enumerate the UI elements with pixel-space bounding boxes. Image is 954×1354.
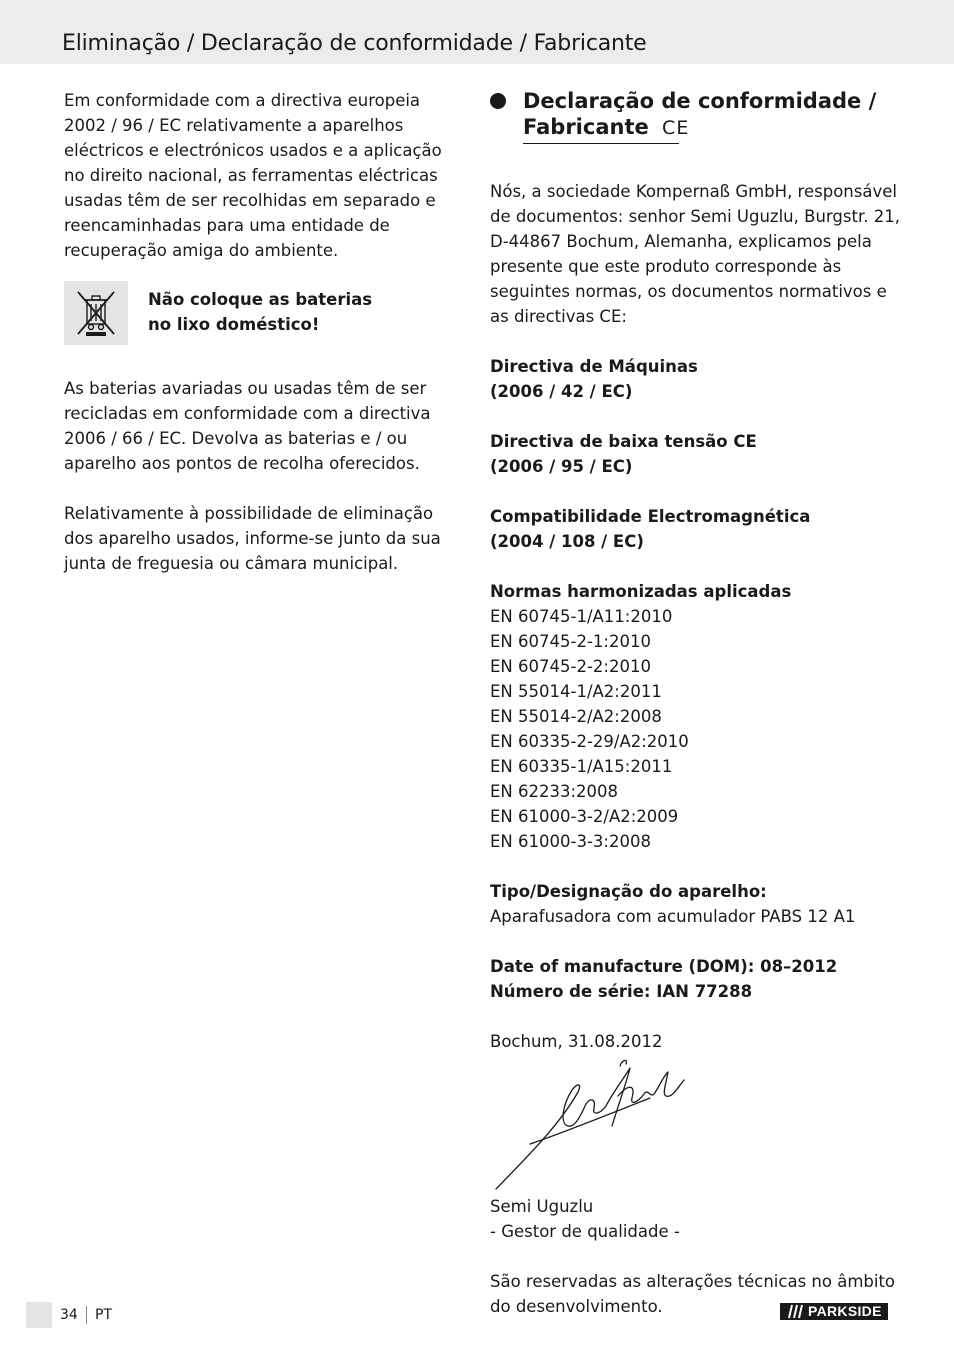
section-title-line-1: Declaração de conformidade /: [523, 89, 877, 113]
standard-item: EN 55014-1/A2:2011: [490, 682, 662, 701]
section-title: [523, 88, 900, 141]
place-date: Bochum, 31.08.2012: [490, 1032, 663, 1051]
battery-warning: [64, 281, 464, 345]
standard-item: EN 60745-2-1:2010: [490, 632, 651, 651]
footer-marker: [26, 1302, 52, 1328]
batteries-paragraph: As baterias avariadas ou usadas têm de ser recicladas em conformidade com a directiva 2006 / 66 / EC. Devolva as baterias e / ou aparelho aos pontos de recolha oferecidos.: [64, 379, 431, 473]
machinery-directive: [490, 354, 900, 404]
machinery-directive-code: (2006 / 42 / EC): [490, 382, 633, 401]
device-type-value: Aparafusadora com acumulador PABS 12 A1: [490, 907, 856, 926]
machinery-directive-name: Directiva de Máquinas: [490, 357, 698, 376]
serial-number: Número de série: IAN 77288: [490, 982, 753, 1001]
battery-warning-line-2: no lixo doméstico!: [148, 315, 320, 334]
signature: [490, 1054, 690, 1194]
title-underline: [523, 143, 679, 144]
standard-item: EN 60335-1/A15:2011: [490, 757, 673, 776]
page-header: [0, 0, 954, 64]
left-column: [64, 88, 464, 576]
emc-directive-name: Compatibilidade Electromagnética: [490, 507, 811, 526]
disposal-paragraph: Relativamente à possibilidade de eliminação dos aparelho usados, informe-se junto da sua junta de freguesia ou câmara municipal.: [64, 504, 441, 573]
page-number: 34: [60, 1307, 78, 1323]
declaration-paragraph: Nós, a sociedade Kompernaß GmbH, responsável de documentos: senhor Semi Uguzlu, Burgstr. 21, D-44867 Bochum, Alemanha, explicamos pela presente que este produto corresponde às seguintes normas, os documentos normativos e as directivas CE:: [490, 182, 900, 326]
standard-item: EN 60745-1/A11:2010: [490, 607, 673, 626]
signer-role: - Gestor de qualidade -: [490, 1222, 680, 1241]
crossed-out-bin-icon: [64, 281, 128, 345]
ce-mark-icon: CE: [662, 117, 690, 139]
intro-paragraph: Em conformidade com a directiva europeia 2002 / 96 / EC relativamente a aparelhos eléctricos e electrónicos usados e a aplicação no direito nacional, as ferramentas eléctricas usadas têm de ser recolhidas em separado e reencaminhadas para uma entidade de recuperação amiga do ambiente.: [64, 91, 442, 260]
battery-warning-line-1: Não coloque as baterias: [148, 290, 373, 309]
low-voltage-directive-name: Directiva de baixa tensão CE: [490, 432, 757, 451]
device-type-heading: Tipo/Designação do aparelho:: [490, 882, 767, 901]
standard-item: EN 62233:2008: [490, 782, 619, 801]
low-voltage-directive-code: (2006 / 95 / EC): [490, 457, 633, 476]
standards-list: [490, 604, 900, 854]
standard-item: EN 61000-3-2/A2:2009: [490, 807, 679, 826]
battery-warning-text: [148, 287, 448, 337]
bullet-icon: [490, 93, 506, 109]
low-voltage-directive: [490, 429, 900, 479]
right-column: [490, 88, 900, 1319]
emc-directive-code: (2004 / 108 / EC): [490, 532, 644, 551]
standard-item: EN 61000-3-3:2008: [490, 832, 651, 851]
standards-heading: Normas harmonizadas aplicadas: [490, 582, 792, 601]
logo-stripes-icon: [784, 1303, 804, 1320]
logo-text: PARKSIDE: [808, 1303, 882, 1319]
emc-directive: [490, 504, 900, 554]
standard-item: EN 60335-2-29/A2:2010: [490, 732, 689, 751]
section-heading: [490, 88, 900, 144]
date-of-manufacture: Date of manufacture (DOM): 08–2012: [490, 957, 838, 976]
page-title: Eliminação / Declaração de conformidade / Fabricante: [62, 31, 647, 56]
reservation-note: São reservadas as alterações técnicas no âmbito do desenvolvimento.: [490, 1272, 896, 1316]
footer-divider: [86, 1306, 87, 1324]
standard-item: EN 60745-2-2:2010: [490, 657, 651, 676]
section-title-line-2: Fabricante: [523, 115, 649, 139]
standard-item: EN 55014-2/A2:2008: [490, 707, 662, 726]
language-code: PT: [95, 1307, 112, 1323]
signer-name: Semi Uguzlu: [490, 1197, 594, 1216]
parkside-logo: [780, 1303, 888, 1320]
